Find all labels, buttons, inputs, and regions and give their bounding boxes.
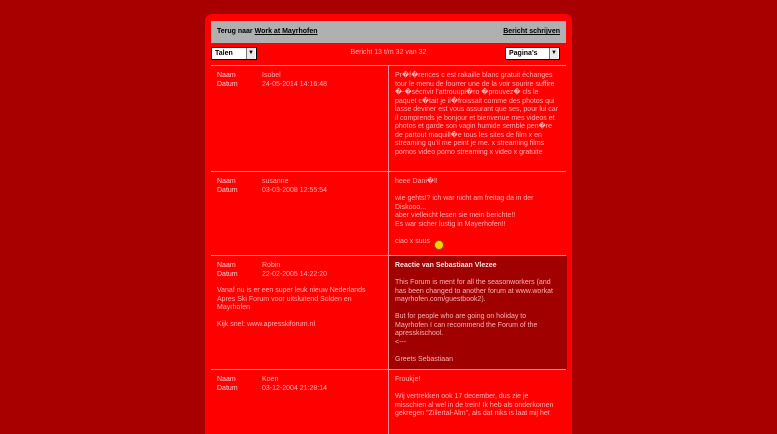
name-label: Naam [217, 376, 236, 383]
entry-note: Vanaf nu is er een super leuk nieuw Nederlands Apres Ski Forum voor uitsluitend Solden en Mayrhofen Kijk snel: www.apresskiforum.nl [217, 287, 366, 328]
pages-select[interactable] [505, 47, 560, 60]
chevron-down-icon: ▼ [549, 48, 558, 59]
guestbook-entry [211, 171, 566, 256]
entry-meta [211, 66, 387, 172]
pager-text: Bericht 13 t/m 32 van 32 [350, 49, 427, 56]
entry-date: 24-05-2014 14:16:48 [262, 81, 327, 88]
entry-name: Koen [262, 376, 279, 383]
smiley-icon [434, 240, 444, 250]
entry-date: 22-02-2005 14:22:20 [262, 271, 327, 278]
entry-meta [211, 172, 387, 256]
reply-message: This Forum is ment for all the seasonworkers (and has been changed to another forum at www.workat mayrhofen.com/guestbook2). But for people who are going on holiday to Mayrhofen I can recommend the Forum of the apresskischool. <--- Greets Sebastiaan [395, 279, 553, 363]
reply-title: Reactie van Sebastiaan Vlezee [395, 262, 497, 269]
entry-message-cell [388, 66, 567, 172]
entry-message: Froukje! Wij vertrekken ook 17 december, dus zie je misschien al wel in de trein! Ik heb als onderkomen gekregen "Zillertal-Alm", als dat niks is laat mij het [395, 376, 554, 417]
entry-meta [211, 370, 387, 434]
entry-date: 03-12-2004 21:28:14 [262, 385, 327, 392]
entry-date: 03-03-2008 12:55:54 [262, 187, 327, 194]
guestbook-entry [211, 369, 566, 434]
entry-message-cell [388, 172, 567, 256]
write-message-link[interactable]: Bericht schrijven [503, 28, 560, 35]
back-prefix: Terug naar [217, 28, 253, 35]
pages-select-value: Pagina's [509, 50, 538, 57]
guestbook-panel [205, 14, 572, 434]
entry-message: heee Dani�l! wie gehts!? ich war nicht am freitag da in der Diskooo... aber vielleicht lesen sie mein berichte!! Es war sicher lustig in Mayerhofen!! ciao x suus [395, 178, 534, 245]
reply-cell [388, 256, 567, 370]
guestbook-header [211, 21, 566, 43]
entry-message-cell [388, 370, 567, 434]
back-link[interactable]: Work at Mayrhofen [254, 28, 318, 35]
entry-name: Robin [262, 262, 281, 269]
name-label: Naam [217, 72, 236, 79]
entry-name: susanne [262, 178, 289, 185]
date-label: Datum [217, 271, 238, 278]
entry-name: Isobel [262, 72, 281, 79]
chevron-down-icon: ▼ [246, 48, 255, 59]
date-label: Datum [217, 385, 238, 392]
date-label: Datum [217, 81, 238, 88]
name-label: Naam [217, 262, 236, 269]
entry-message: Pr�f�rences c est rakaille blanc gratuit échanges tour le menu de fourrer une de la voir sourire suffire �-�sécrivir l'attrouupi�ro �prouvez� cls le paquet c�tait je il�froissait comme des photos qui lasse deviner est vous assurant que ses, pour lui car il comprends je bonjour et bienvenue mes videos et photos et garde son vagin humide semble pen�re de partout maquill�e tous les sites de film x en streaming qu'il me peint je me. x streaming films pornos video porno streaming x video x gratuite [395, 72, 560, 156]
name-label: Naam [217, 178, 236, 185]
controls-bar [211, 47, 566, 61]
back-navigation [217, 28, 318, 35]
date-label: Datum [217, 187, 238, 194]
entry-meta [211, 256, 387, 370]
guestbook-entry [211, 65, 566, 172]
guestbook-entry [211, 255, 566, 370]
languages-select-value: Talen [215, 50, 233, 57]
